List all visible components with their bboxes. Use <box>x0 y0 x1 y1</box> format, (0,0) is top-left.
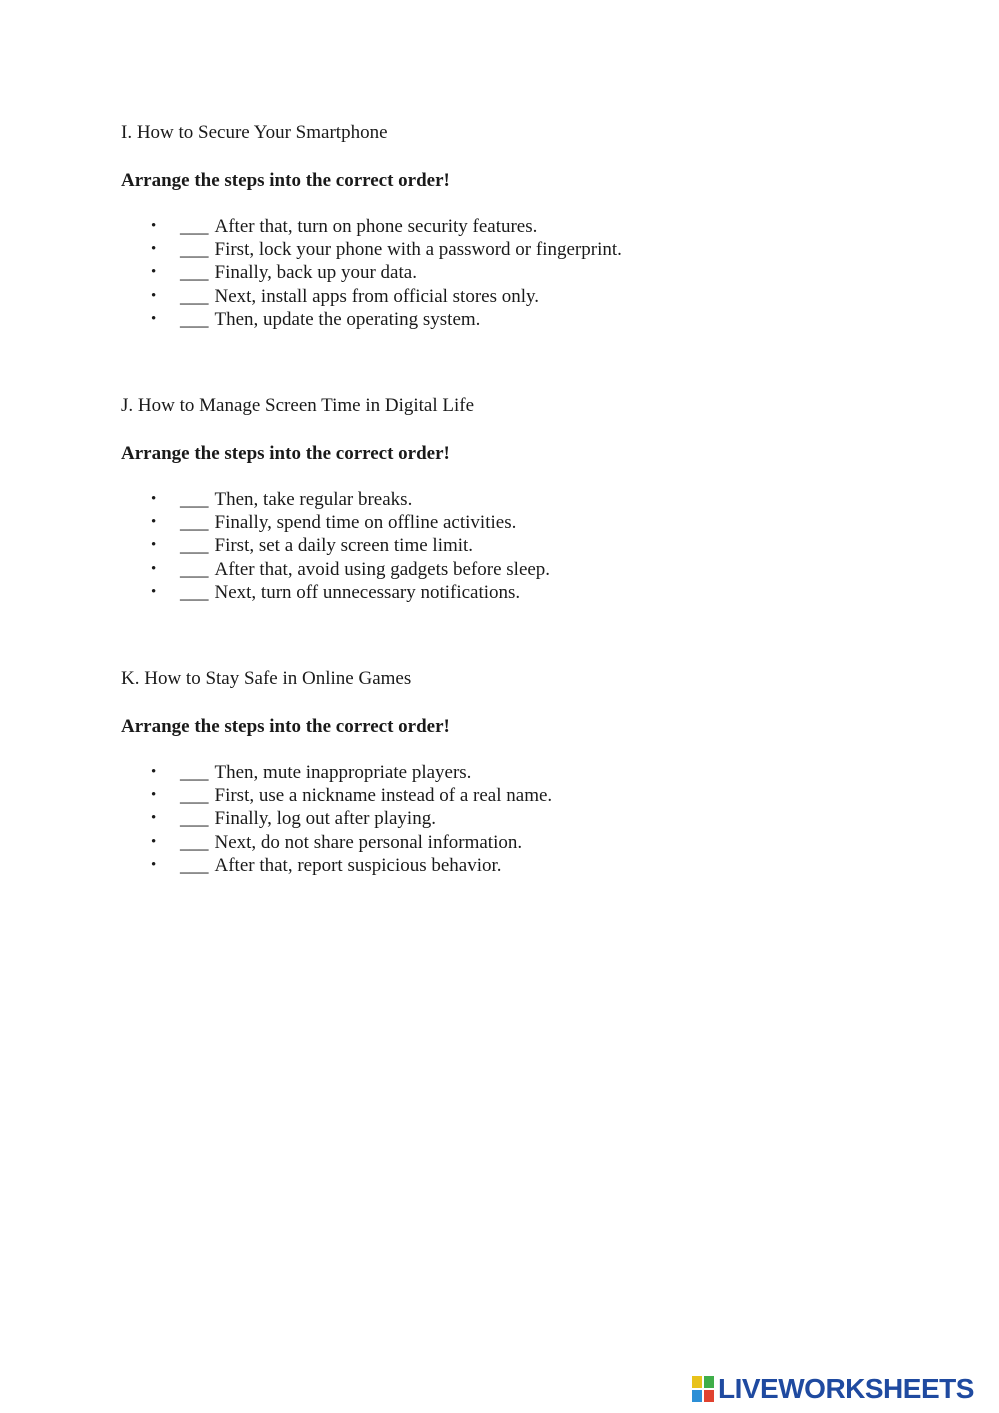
list-item <box>121 261 921 284</box>
answer-blank[interactable]: ___ <box>180 785 209 807</box>
list-item <box>121 558 921 581</box>
section-k <box>121 667 921 877</box>
answer-blank[interactable]: ___ <box>180 831 209 853</box>
step-text: Then, update the operating system. <box>214 308 481 330</box>
answer-blank[interactable]: ___ <box>180 308 209 330</box>
answer-blank[interactable]: ___ <box>180 762 209 783</box>
step-text: After that, turn on phone security features. <box>214 216 538 237</box>
bullet-icon: • <box>151 218 157 234</box>
bullet-icon: • <box>151 241 157 258</box>
answer-blank[interactable]: ___ <box>180 216 209 237</box>
instruction: Arrange the steps into the correct order! <box>121 170 450 191</box>
step-text: Finally, spend time on offline activities. <box>214 512 517 534</box>
list-item <box>121 285 921 308</box>
step-text: Next, install apps from official stores only. <box>214 285 540 307</box>
step-text: First, set a daily screen time limit. <box>214 535 474 557</box>
answer-blank[interactable]: ___ <box>180 285 209 307</box>
answer-blank[interactable]: ___ <box>180 262 209 284</box>
step-text: Finally, back up your data. <box>214 262 417 284</box>
answer-blank[interactable]: ___ <box>180 535 209 557</box>
list-item <box>121 215 921 238</box>
liveworksheets-logo-icon <box>692 1376 714 1402</box>
answer-blank[interactable]: ___ <box>180 581 209 603</box>
bullet-icon: • <box>151 287 157 304</box>
step-text: Next, do not share personal information. <box>214 831 523 853</box>
answer-blank[interactable]: ___ <box>180 808 209 830</box>
list-item <box>121 511 921 534</box>
bullet-icon: • <box>151 560 157 577</box>
step-text: Finally, log out after playing. <box>214 808 436 830</box>
step-text: Then, take regular breaks. <box>214 489 413 510</box>
step-text: Next, turn off unnecessary notifications. <box>214 581 521 603</box>
step-text: After that, avoid using gadgets before sleep. <box>214 558 551 580</box>
bullet-icon: • <box>151 514 157 531</box>
bullet-icon: • <box>151 833 157 850</box>
answer-blank[interactable]: ___ <box>180 239 209 261</box>
bullet-icon: • <box>151 537 157 554</box>
answer-blank[interactable]: ___ <box>180 512 209 534</box>
section-title: I. How to Secure Your Smartphone <box>121 122 388 143</box>
list-item <box>121 831 921 854</box>
section-title: K. How to Stay Safe in Online Games <box>121 668 412 689</box>
list-item <box>121 308 921 331</box>
list-item <box>121 581 921 604</box>
answer-blank[interactable]: ___ <box>180 558 209 580</box>
section-title: J. How to Manage Screen Time in Digital Life <box>121 395 475 416</box>
list-item <box>121 534 921 557</box>
bullet-icon: • <box>151 264 157 281</box>
list-item <box>121 854 921 877</box>
bullet-icon: • <box>151 491 157 507</box>
instruction: Arrange the steps into the correct order! <box>121 716 450 737</box>
step-text: First, use a nickname instead of a real name. <box>214 785 553 807</box>
bullet-icon: • <box>151 856 157 873</box>
list-item <box>121 784 921 807</box>
logo-text: LIVEWORKSHEETS <box>718 1373 974 1404</box>
answer-blank[interactable]: ___ <box>180 489 209 510</box>
step-text: After that, report suspicious behavior. <box>214 854 502 876</box>
instruction: Arrange the steps into the correct order! <box>121 443 450 464</box>
list-item <box>121 807 921 830</box>
step-text: First, lock your phone with a password or fingerprint. <box>214 239 622 261</box>
step-list <box>121 488 921 604</box>
step-list <box>121 215 921 331</box>
bullet-icon: • <box>151 310 157 327</box>
section-j <box>121 394 921 604</box>
list-item <box>121 238 921 261</box>
list-item <box>121 488 921 511</box>
bullet-icon: • <box>151 810 157 827</box>
liveworksheets-logo[interactable] <box>692 1374 974 1404</box>
step-text: Then, mute inappropriate players. <box>214 762 472 783</box>
bullet-icon: • <box>151 583 157 600</box>
step-list <box>121 761 921 877</box>
answer-blank[interactable]: ___ <box>180 854 209 876</box>
list-item <box>121 761 921 784</box>
bullet-icon: • <box>151 764 157 780</box>
bullet-icon: • <box>151 787 157 804</box>
section-i <box>121 121 921 331</box>
